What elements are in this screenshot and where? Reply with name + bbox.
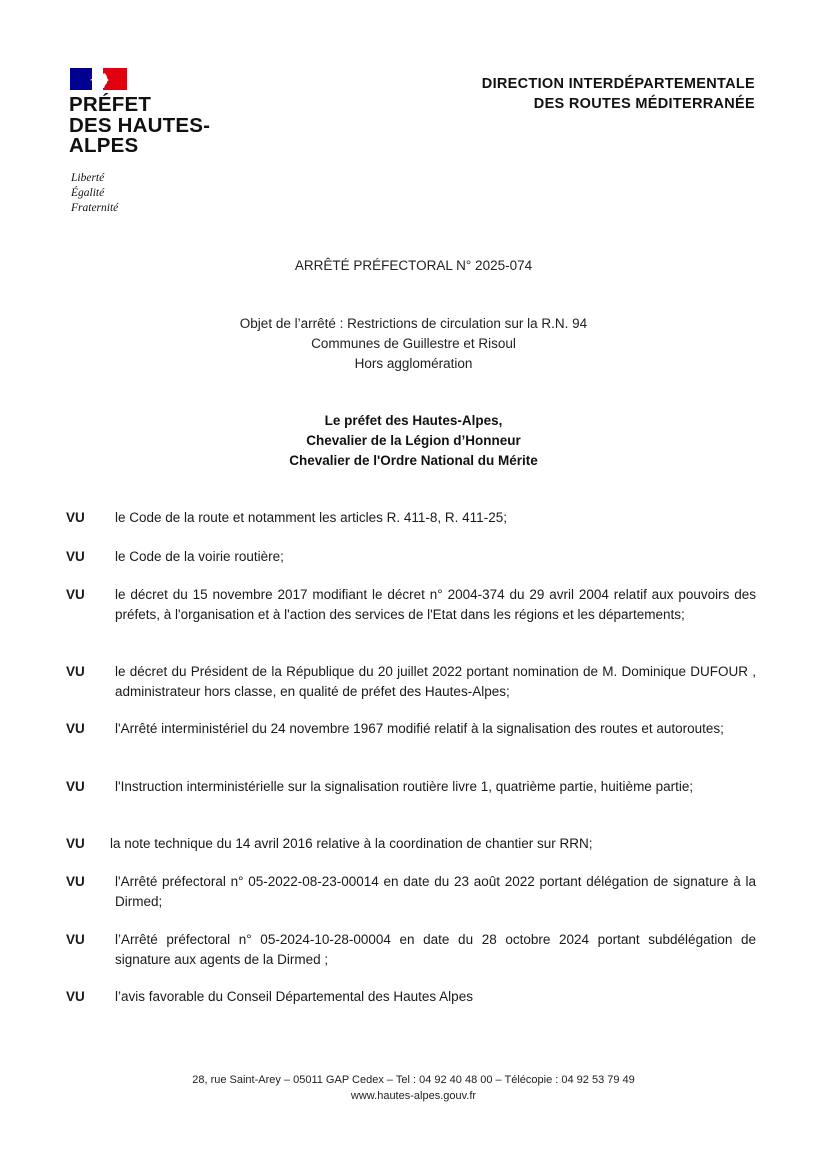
visa-text: le décret du 15 novembre 2017 modifiant le décret n° 2004-374 du 29 avril 2004 relatif aux pouvoirs des préfets, à l'organisation et à l'action des services de l'Etat dans les régions et les départements;: [115, 587, 756, 622]
prefet-line: DES HAUTES-: [69, 113, 211, 137]
visa-text: l'Arrêté préfectoral n° 05-2022-08-23-00014 en date du 23 août 2022 portant délégation de signature à la Dirmed;: [115, 874, 756, 909]
prefet-line: PRÉFET: [69, 93, 152, 116]
visa-keyword: VU: [66, 989, 85, 1004]
visa-item: [66, 547, 756, 585]
visa-keyword: VU: [66, 549, 85, 564]
footer-address: 28, rue Saint-Arey – 05011 GAP Cedex – Tel : 04 92 40 48 00 – Télécopie : 04 92 53 79 49: [192, 1074, 635, 1086]
visa-item: [66, 662, 756, 719]
visa-keyword: VU: [66, 932, 85, 947]
marianne-flag-logo: [70, 68, 127, 90]
visa-text: le décret du Président de la République du 20 juillet 2022 portant nomination de M. Dominique DUFOUR , administrateur hors classe, en qualité de préfet des Hautes-Alpes;: [115, 664, 756, 699]
visa-keyword: VU: [66, 874, 85, 889]
visa-keyword: VU: [66, 510, 85, 525]
arrete-object: [0, 314, 827, 374]
prefet-titles: [0, 411, 827, 471]
republic-motto: [71, 171, 118, 216]
visa-text: l'Arrêté interministériel du 24 novembre 1967 modifié relatif à la signalisation des routes et autoroutes;: [115, 721, 724, 736]
visas-list: [66, 508, 756, 1007]
prefet-title-line: Chevalier de l'Ordre National du Mérite: [289, 453, 538, 468]
prefet-title-logo: [69, 95, 210, 157]
prefet-line: ALPES: [69, 134, 139, 157]
visa-keyword: VU: [66, 587, 85, 602]
visa-text: le Code de la voirie routière;: [115, 549, 284, 564]
object-line: Objet de l’arrêté : Restrictions de circulation sur la R.N. 94: [239, 316, 588, 331]
visa-text: le Code de la route et notamment les articles R. 411-8, R. 411-25;: [115, 510, 507, 525]
visa-item: [66, 872, 756, 930]
object-line: Hors agglomération: [354, 356, 473, 371]
visa-item: [66, 508, 756, 547]
marianne-profile-icon: [80, 70, 118, 88]
motto-line: Fraternité: [71, 202, 119, 214]
visa-keyword: VU: [66, 836, 85, 851]
visa-item: [66, 585, 756, 662]
visa-keyword: VU: [66, 721, 85, 736]
visa-item: [66, 987, 756, 1007]
visa-item: [66, 777, 756, 834]
direction-line: DIRECTION INTERDÉPARTEMENTALE: [481, 76, 755, 92]
issuing-direction: [482, 74, 755, 114]
visa-item: [66, 834, 756, 872]
prefet-title-line: Chevalier de la Légion d’Honneur: [306, 433, 521, 448]
object-line: Communes de Guillestre et Risoul: [311, 336, 516, 351]
visa-text: l’avis favorable du Conseil Départemental des Hautes Alpes: [115, 989, 473, 1004]
visa-text: l'Instruction interministérielle sur la signalisation routière livre 1, quatrième partie, huitième partie;: [115, 779, 694, 794]
prefet-title-line: Le préfet des Hautes-Alpes,: [324, 413, 503, 428]
visa-keyword: VU: [66, 779, 85, 794]
page-footer: [0, 1072, 827, 1104]
motto-line: Égalité: [71, 187, 105, 199]
arrete-number: ARRÊTÉ PRÉFECTORAL N° 2025-074: [294, 258, 533, 273]
visa-keyword: VU: [66, 664, 85, 679]
motto-line: Liberté: [71, 172, 105, 184]
visa-text: l’Arrêté préfectoral n° 05-2024-10-28-00004 en date du 28 octobre 2024 portant subdélégation de signature aux agents de la Dirmed ;: [115, 932, 756, 967]
visa-item: [66, 719, 756, 777]
visa-text: la note technique du 14 avril 2016 relative à la coordination de chantier sur RRN;: [110, 836, 593, 851]
visa-item: [66, 930, 756, 987]
direction-line: DES ROUTES MÉDITERRANÉE: [533, 96, 755, 112]
footer-website: www.hautes-alpes.gouv.fr: [350, 1090, 477, 1102]
